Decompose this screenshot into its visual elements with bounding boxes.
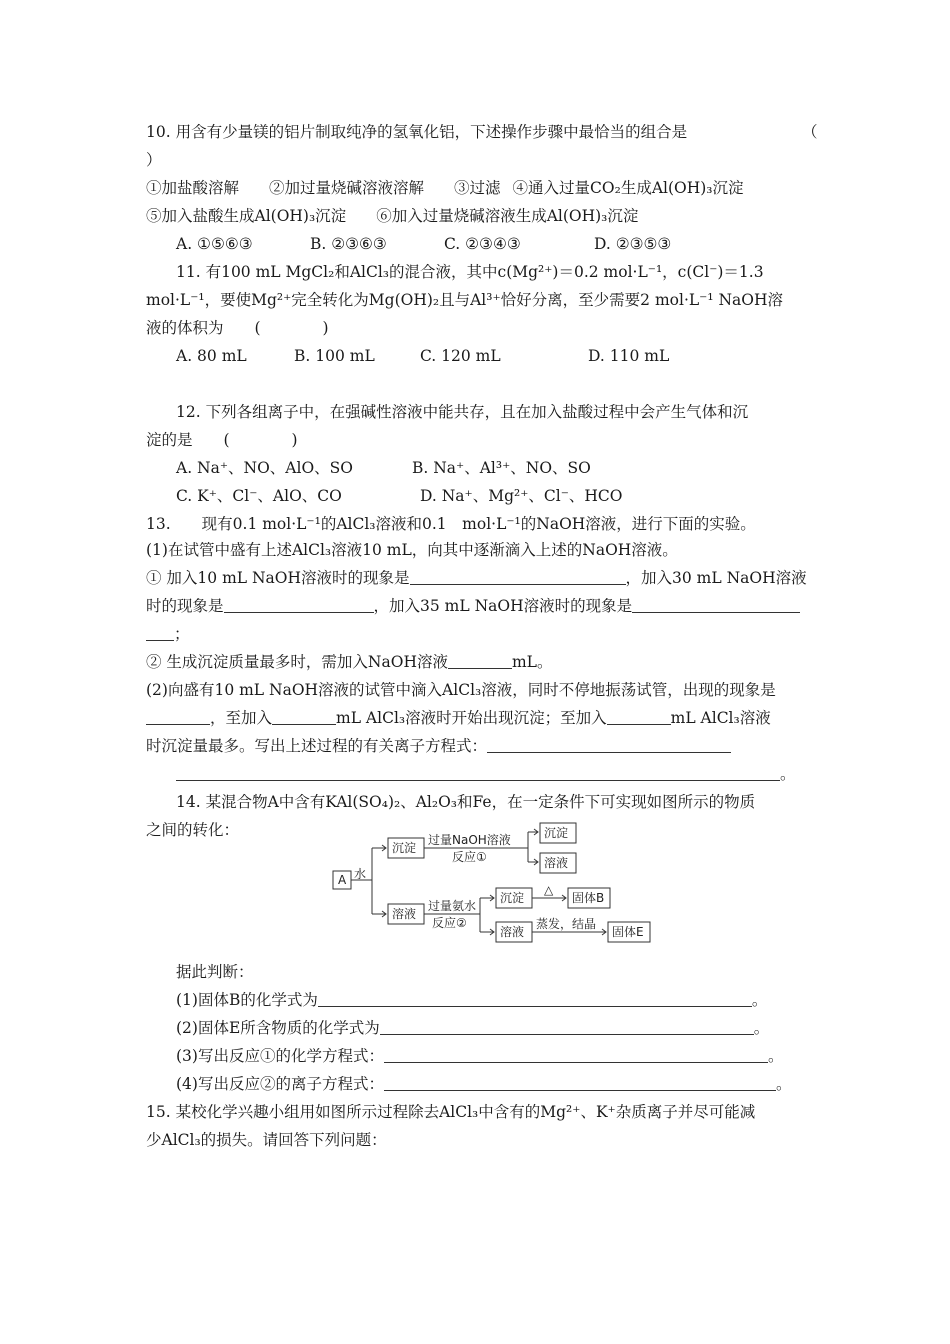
q10-option-b: B. ②③⑥③ <box>310 235 387 253</box>
q14-part3: (3)写出反应①的化学方程式： 。 <box>176 1047 784 1065</box>
reagent1-label: 过量NaOH溶液 <box>428 833 511 847</box>
q10-option-a: A. ①⑤⑥③ <box>176 235 253 253</box>
q11-option-d: D. 110 mL <box>588 347 670 365</box>
q13-line6: ② 生成沉淀质量最多时，需加入NaOH溶液 mL。 <box>146 653 553 671</box>
q11-line1: 11. 有100 mL MgCl₂和AlCl₃的混合液，其中c(Mg²⁺)＝0.2 mol·L⁻¹，c(Cl⁻)＝1.3 <box>176 263 764 281</box>
q10-paren-open: （ <box>802 123 818 141</box>
q13-blank-equation-cont <box>176 765 780 781</box>
q12-option-b: B. Na⁺、Al³⁺、NO、SO <box>412 459 591 477</box>
solution2-label: 溶液 <box>544 856 569 870</box>
q12-option-a: A. Na⁺、NO、AlO、SO <box>176 459 353 477</box>
q13-line4: 时的现象是 ，加入35 mL NaOH溶液时的现象是 <box>146 596 800 616</box>
precip1-label: 沉淀 <box>392 841 417 855</box>
q11-option-c: C. 120 mL <box>420 347 501 365</box>
q14-blank-4 <box>384 1075 776 1091</box>
q14-blank-1 <box>318 991 752 1007</box>
q13-blank-volume <box>448 653 512 669</box>
q14-flow-diagram <box>330 820 660 950</box>
reaction2-label: 反应② <box>432 916 467 930</box>
q12-option-c: C. K⁺、Cl⁻、AlO、CO <box>176 487 342 505</box>
q14-blank-3 <box>384 1047 768 1063</box>
q15-line1: 15. 某校化学兴趣小组用如图所示过程除去AlCl₃中含有的Mg²⁺、K⁺杂质离子并尽可能减 <box>146 1103 756 1121</box>
q13-line10: 。 <box>176 764 796 784</box>
q14-part2: (2)固体E所含物质的化学式为 。 <box>176 1019 770 1037</box>
solution1-label: 溶液 <box>392 907 417 921</box>
q12-option-d: D. Na⁺、Mg²⁺、Cl⁻、HCO <box>420 487 623 505</box>
precip2-label: 沉淀 <box>544 826 569 840</box>
q13-blank-max <box>607 709 671 725</box>
q13-line2: (1)在试管中盛有上述AlCl₃溶液10 mL，向其中逐渐滴入上述的NaOH溶液。 <box>146 541 678 559</box>
solution3-label: 溶液 <box>500 925 525 939</box>
q11-option-b: B. 100 mL <box>294 347 375 365</box>
node-a-label: A <box>338 873 347 887</box>
q13-blank-35ml-cont <box>146 625 174 641</box>
q13-blank-start <box>272 709 336 725</box>
q13-blank-10ml <box>410 569 626 585</box>
q14-part1: (1)固体B的化学式为 。 <box>176 991 768 1009</box>
heat-symbol: △ <box>544 883 554 897</box>
q10-option-d: D. ②③⑤③ <box>594 235 672 253</box>
q10-paren-close: ） <box>146 151 162 169</box>
q13-blank-30ml <box>224 597 374 613</box>
q15-line2: 少AlCl₃的损失。请回答下列问题： <box>146 1131 387 1149</box>
q13-blank-phenomenon <box>146 709 210 725</box>
q10-option-c: C. ②③④③ <box>444 235 521 253</box>
q11-line2: mol·L⁻¹，要使Mg²⁺完全转化为Mg(OH)₂且与Al³⁺恰好分离，至少需要2 mol·L⁻¹ NaOH溶 <box>146 291 784 309</box>
q13-line3: ① 加入10 mL NaOH溶液时的现象是 ，加入30 mL NaOH溶液 <box>146 569 807 587</box>
q14-judge: 据此判断： <box>176 963 254 981</box>
q10-ops-line1: ①加盐酸溶解 ②加过量烧碱溶液溶解 ③过滤 ④通入过量CO₂生成Al(OH)₃沉淀 <box>146 179 744 197</box>
reagent2-label: 过量氨水 <box>428 899 477 913</box>
q14-blank-2 <box>380 1019 754 1035</box>
evap-label: 蒸发，结晶 <box>536 917 597 931</box>
q14-line1: 14. 某混合物A中含有KAl(SO₄)₂、Al₂O₃和Fe，在一定条件下可实现如图所示的物质 <box>176 793 756 811</box>
reaction1-label: 反应① <box>452 850 487 864</box>
q13-line8: ，至加入 mL AlCl₃溶液时开始出现沉淀；至加入 mL AlCl₃溶液 <box>146 708 771 728</box>
q10-stem: 10. 用含有少量镁的铝片制取纯净的氢氧化铝，下述操作步骤中最恰当的组合是 <box>146 123 688 141</box>
q14-line2: 之间的转化： <box>146 821 240 839</box>
q13-blank-35ml <box>632 597 800 613</box>
q13-line9: 时沉淀量最多。写出上述过程的有关离子方程式： <box>146 736 731 756</box>
q13-line1: 13. 现有0.1 mol·L⁻¹的AlCl₃溶液和0.1 mol·L⁻¹的NaOH溶液，进行下面的实验。 <box>146 515 756 533</box>
q12-line1: 12. 下列各组离子中，在强碱性溶液中能共存，且在加入盐酸过程中会产生气体和沉 <box>176 403 749 421</box>
water-label: 水 <box>354 867 367 881</box>
q13-blank-equation <box>487 737 731 753</box>
q11-line3: 液的体积为 ( ) <box>146 319 329 337</box>
q13-line5: ； <box>146 624 190 644</box>
solid-e-label: 固体E <box>612 925 644 939</box>
q12-line2: 淀的是 ( ) <box>146 431 298 449</box>
precip3-label: 沉淀 <box>500 891 525 905</box>
q13-line7: (2)向盛有10 mL NaOH溶液的试管中滴入AlCl₃溶液，同时不停地振荡试管，出现的现象是 <box>146 681 776 699</box>
solid-b-label: 固体B <box>572 891 605 905</box>
q14-part4: (4)写出反应②的离子方程式： 。 <box>176 1075 792 1093</box>
q10-ops-line2: ⑤加入盐酸生成Al(OH)₃沉淀 ⑥加入过量烧碱溶液生成Al(OH)₃沉淀 <box>146 207 639 225</box>
q11-option-a: A. 80 mL <box>176 347 247 365</box>
